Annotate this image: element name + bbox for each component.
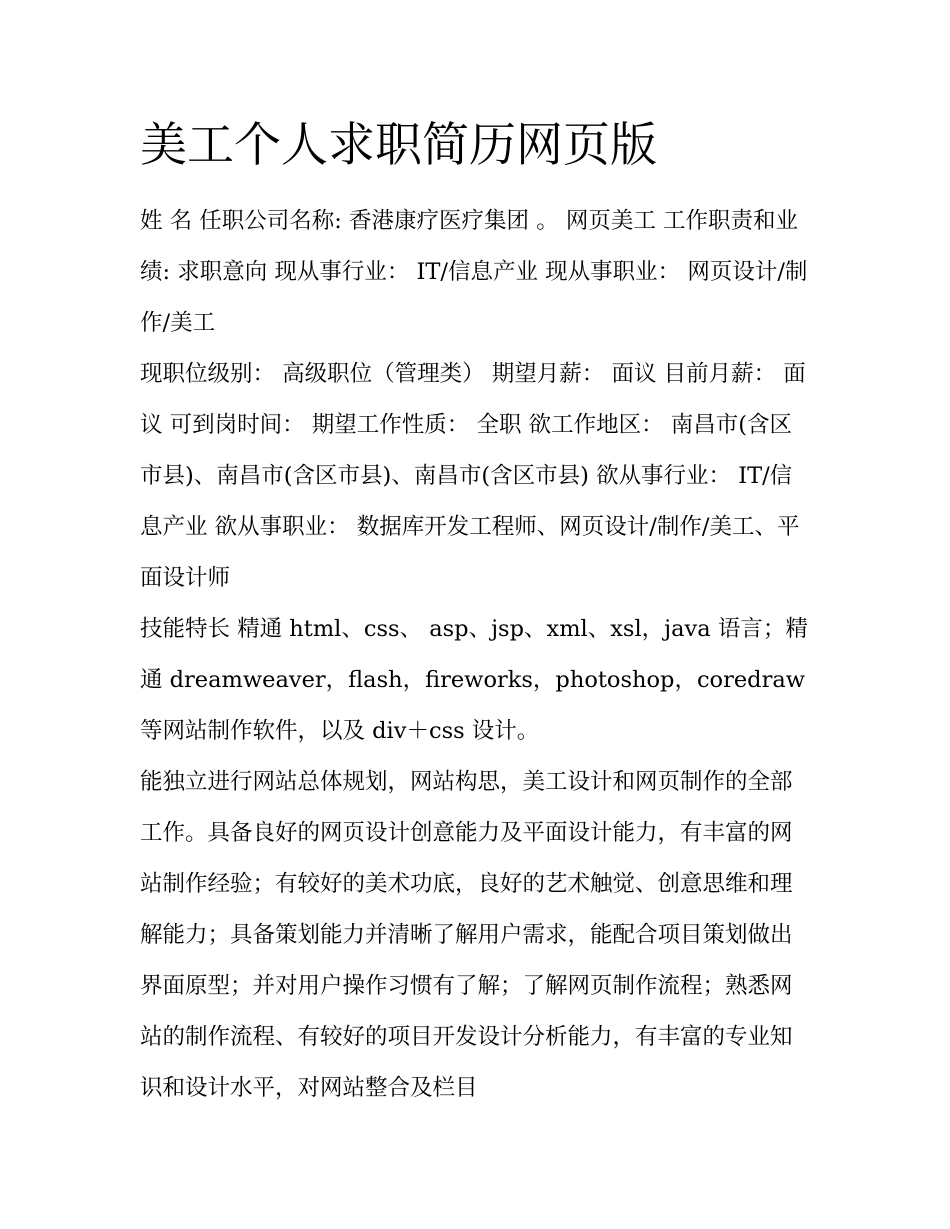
- document-body: [140, 196, 812, 1114]
- paragraph-abilities: 能独立进行网站总体规划，网站构思，美工设计和网页制作的全部工作。具备良好的网页设计创意能力及平面设计能力，有丰富的网站制作经验；有较好的美术功底，良好的艺术触觉、创意思维和理解能力；具备策划能力并清晰了解用户需求，能配合项目策划做出界面原型；并对用户操作习惯有了解；了解网页制作流程；熟悉网站的制作流程、有较好的项目开发设计分析能力，有丰富的专业知识和设计水平，对网站整合及栏目: [140, 769, 793, 1101]
- paragraph-job-intent: 姓 名 任职公司名称: 香港康疗医疗集团 。 网页美工 工作职责和业绩: 求职意向 现从事行业： IT/信息产业 现从事职业： 网页设计/制作/美工: [140, 208, 808, 336]
- paragraph-position-details: 现职位级别： 高级职位（管理类） 期望月薪： 面议 目前月薪： 面议 可到岗时间： 期望工作性质： 全职 欲工作地区： 南昌市(含区市县)、南昌市(含区市县)、南昌市(含区市县) 欲从事行业： IT/信息产业 欲从事职业： 数据库开发工程师、网页设计/制作/美工、平面设计师: [140, 361, 806, 591]
- document-title: 美工个人求职简历网页版: [140, 118, 657, 173]
- paragraph-skills: 技能特长 精通 html、css、 asp、jsp、xml、xsl，java 语言；精通 dreamweaver，flash，fireworks，photoshop，coredraw 等网站制作软件，以及 div＋css 设计。: [140, 616, 808, 744]
